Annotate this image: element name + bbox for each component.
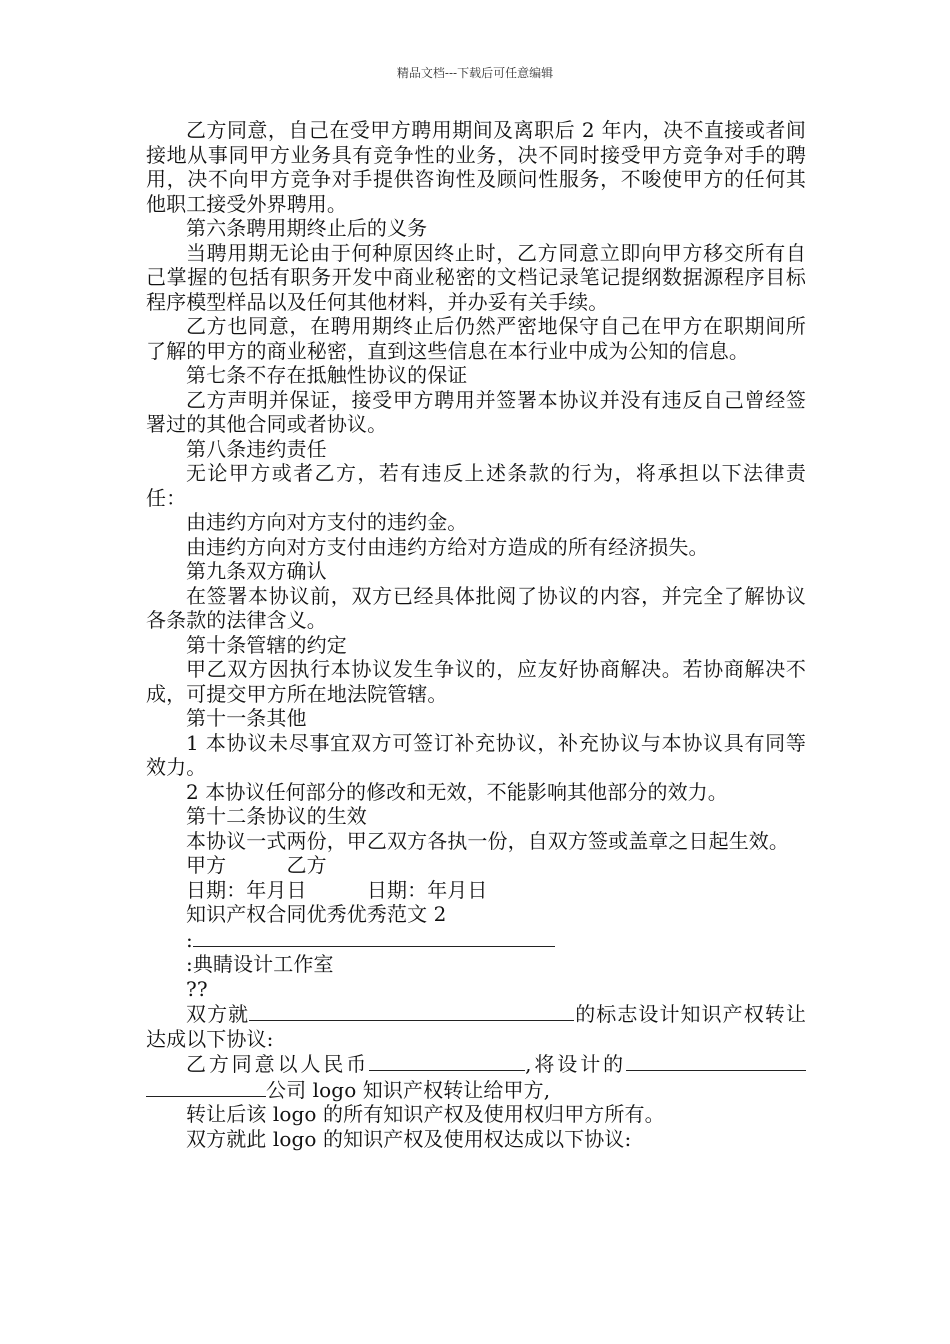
article-8-heading: 第八条违约责任: [186, 436, 327, 461]
party-a-prefix: :: [186, 927, 193, 952]
intro-after: 的标志设计知识产权转让达成以下协议:: [146, 1002, 806, 1051]
signature-parties: 甲方 乙方: [186, 853, 327, 877]
paragraph-intro: [146, 1001, 806, 1051]
paragraph-agreement: 双方就此 logo 的知识产权及使用权达成以下协议:: [186, 1126, 632, 1151]
paragraph-supplement: 1 本协议未尽事宜双方可签订补充协议，补充协议与本协议具有同等效力。: [146, 730, 806, 779]
article-9-heading: 第九条双方确认: [186, 559, 327, 583]
paragraph-jurisdiction: 甲乙双方因执行本协议发生争议的，应友好协商解决。若协商解决不成，可提交甲方所在地法院管辖。: [146, 657, 806, 706]
signature-dates: 日期：年月日 日期：年月日: [186, 877, 488, 902]
paragraph-penalty: 由违约方向对方支付的违约金。: [186, 510, 468, 534]
placeholder-line: ??: [186, 976, 208, 1001]
price-mid: ,将设计的: [525, 1052, 626, 1076]
paragraph-losses: 由违约方向对方支付由违约方给对方造成的所有经济损失。: [186, 534, 709, 559]
page-header: 精品文档---下载后可任意编辑: [396, 66, 554, 80]
second-contract-title: 知识产权合同优秀优秀范文 2: [186, 902, 447, 926]
paragraph-severability: 2 本协议任何部分的修改和无效，不能影响其他部分的效力。: [186, 779, 728, 804]
paragraph-handover: 当聘用期无论由于何种原因终止时，乙方同意立即向甲方移交所有自己掌握的包括有职务开发中商业秘密的文档记录笔记提纲数据源程序目标程序模型样品以及任何其他材料，并办妥有关手续。: [146, 240, 806, 314]
article-10-heading: 第十条管辖的约定: [186, 632, 347, 657]
price-after: 公司 logo 知识产权转让给甲方,: [266, 1077, 551, 1102]
intro-before: 双方就: [186, 1002, 250, 1026]
article-11-heading: 第十一条其他: [186, 706, 307, 730]
paragraph-price: [146, 1051, 806, 1102]
price-before: 乙方同意以人民币: [186, 1052, 370, 1076]
party-a-line: [146, 927, 806, 953]
design-blank: [626, 1051, 806, 1071]
party-b-line: :典睛设计工作室: [186, 952, 334, 976]
paragraph-liability: 无论甲方或者乙方，若有违反上述条款的行为，将承担以下法律责任：: [146, 461, 806, 510]
paragraph-confidentiality: 乙方也同意，在聘用期终止后仍然严密地保守自己在甲方在职期间所了解的甲方的商业秘密，直到这些信息在本行业中成为公知的信息。: [146, 314, 806, 363]
party-a-blank: [193, 927, 555, 947]
document-body: [146, 118, 806, 1151]
article-6-heading: 第六条聘用期终止后的义务: [186, 216, 428, 240]
paragraph-no-conflict: 乙方声明并保证，接受甲方聘用并签署本协议并没有违反自己曾经签署过的其他合同或者协议。: [146, 387, 806, 436]
company-blank: [146, 1077, 266, 1097]
article-12-heading: 第十二条协议的生效: [186, 804, 367, 828]
article-7-heading: 第七条不存在抵触性协议的保证: [186, 363, 468, 387]
mark-blank: [249, 1001, 574, 1021]
paragraph-transfer: 转让后该 logo 的所有知识产权及使用权归甲方所有。: [186, 1102, 665, 1126]
paragraph-non-compete: 乙方同意，自己在受甲方聘用期间及离职后 2 年内，决不直接或者间接地从事同甲方业务具有竞争性的业务，决不同时接受甲方竞争对手的聘用，决不向甲方竞争对手提供咨询性及顾问性服务，不唆使甲方的任何其他职工接受外界聘用。: [146, 118, 806, 216]
paragraph-confirmation: 在签署本协议前，双方已经具体批阅了协议的内容，并完全了解协议各条款的法律含义。: [146, 583, 806, 632]
paragraph-effectiveness: 本协议一式两份，甲乙双方各执一份，自双方签或盖章之日起生效。: [186, 828, 789, 853]
price-blank: [369, 1051, 525, 1071]
